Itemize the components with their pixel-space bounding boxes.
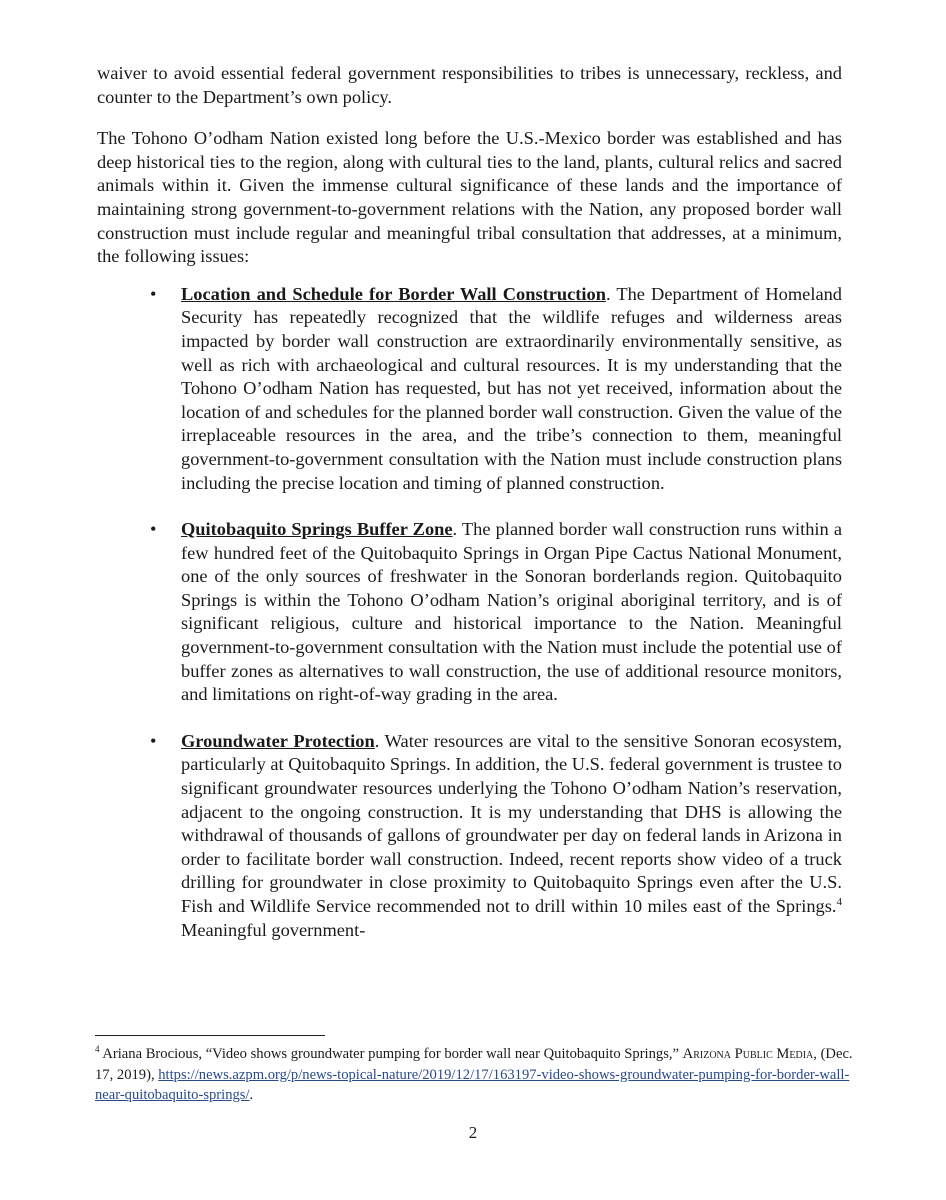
item-text-continued: Meaningful government-	[181, 919, 366, 940]
list-item-buffer-zone	[97, 518, 842, 707]
bullet-icon: •	[150, 730, 157, 751]
item-text: The Department of Homeland Security has repeatedly recognized that the wildlife refuges and wilderness areas impacted by border wall construction are extraordinarily environmentally sensitive, as well as rich with archaeological and cultural resources. It is my understanding that the Tohono O’odham Nation has requested, but has not yet received, information about the location of and schedules for the planned border wall construction. Given the value of the irreplaceable resources in the area, and the tribe’s connection to them, meaningful government-to-government consultation with the Nation must include construction plans including the precise location and timing of planned construction.	[181, 283, 842, 493]
item-heading-period: .	[452, 519, 458, 540]
footnote-text: Ariana Brocious, “Video shows groundwater pumping for border wall near Quitobaquito Springs,”	[99, 1046, 683, 1062]
footnote-divider	[95, 1035, 325, 1036]
footnote-date: , (Dec. 17, 2019),	[95, 1046, 853, 1083]
list-item-location-schedule	[97, 283, 842, 495]
paragraph-continued: waiver to avoid essential federal government responsibilities to tribes is unnecessary, reckless, and counter to the Department’s own policy.	[97, 63, 842, 107]
footnote-reference[interactable]: 4	[836, 895, 842, 908]
bullet-icon: •	[150, 519, 157, 540]
list-item-groundwater	[97, 730, 842, 942]
issues-list	[97, 283, 842, 942]
item-text: Water resources are vital to the sensitive Sonoran ecosystem, particularly at Quitobaquito Springs. In addition, the U.S. federal government is trustee to significant groundwater resources underlying the Tohono O’odham Nation’s reservation, adjacent to the ongoing construction. It is my understanding that DHS is allowing the withdrawal of thousands of gallons of groundwater per day on federal lands in Arizona in order to facilitate border wall construction. Indeed, recent reports show video of a truck drilling for groundwater in close proximity to Quitobaquito Springs even after the U.S. Fish and Wildlife Service recommended not to drill within 10 miles east of the Springs.	[181, 730, 842, 916]
item-heading-period: .	[605, 283, 611, 304]
item-heading-period: .	[374, 730, 380, 751]
body-text	[97, 62, 842, 965]
footnote	[95, 1044, 855, 1106]
item-text: The planned border wall construction runs within a few hundred feet of the Quitobaquito Springs in Organ Pipe Cactus National Monument, one of the only sources of freshwater in the Sonoran borderlands region. Quitobaquito Springs is within the Tohono O’odham Nation’s original aboriginal territory, and is of significant religious, culture and historical importance to the Nation. Meaningful government-to-government consultation with the Nation must include the potential use of buffer zones as alternatives to wall construction, the use of additional resource monitors, and limitations on right-of-way grading in the area.	[181, 519, 842, 705]
item-heading: Location and Schedule for Border Wall Construction	[181, 283, 606, 304]
footnote-end: .	[249, 1087, 254, 1103]
page-number: 2	[468, 1123, 478, 1142]
footnote-publication: Arizona Public Media	[682, 1046, 814, 1062]
item-heading: Groundwater Protection	[181, 730, 375, 751]
footnote-number: 4	[95, 1044, 100, 1055]
bullet-icon: •	[150, 283, 157, 304]
footnote-link[interactable]: https://news.azpm.org/p/news-topical-nature/2019/12/17/163197-video-shows-groundwater-pumping-for-border-wall-near-quitobaquito-springs/	[95, 1066, 850, 1103]
paragraph-tohono-nation: The Tohono O’odham Nation existed long before the U.S.-Mexico border was established and has deep historical ties to the region, along with cultural ties to the land, plants, cultural relics and sacred animals within it. Given the immense cultural significance of these lands and the importance of maintaining strong government-to-government relations with the Nation, any proposed border wall construction must include regular and meaningful tribal consultation that addresses, at a minimum, the following issues:	[97, 128, 842, 267]
item-heading: Quitobaquito Springs Buffer Zone	[181, 519, 453, 540]
